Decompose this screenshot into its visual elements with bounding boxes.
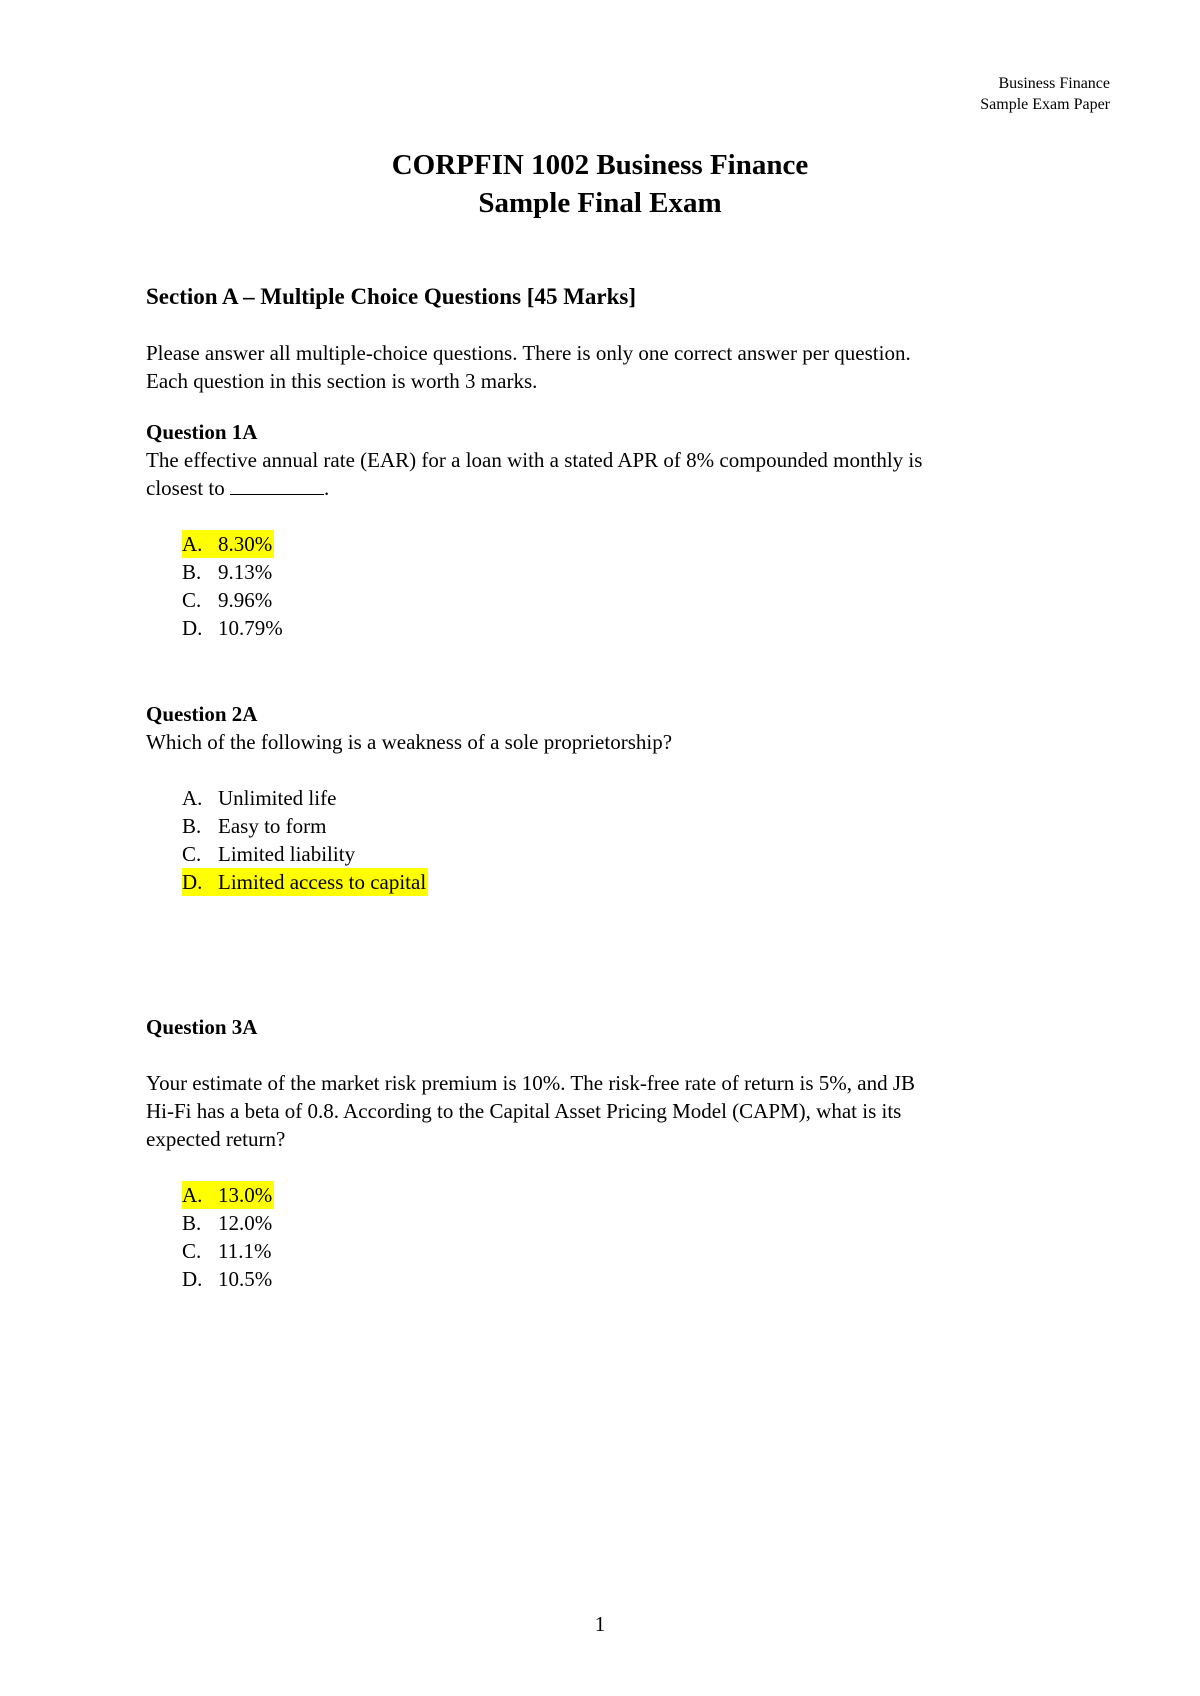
option-c[interactable] (182, 840, 1066, 868)
question-title: Question 3A (146, 1015, 258, 1039)
question-3a (146, 1013, 1066, 1293)
question-title: Question 1A (146, 420, 258, 444)
option-d-body (182, 614, 285, 642)
question-title: Question 2A (146, 702, 258, 726)
option-d[interactable] (182, 1265, 1066, 1293)
section-instructions (146, 339, 1066, 395)
title-line-2: Sample Final Exam (478, 187, 722, 219)
option-letter: B. (182, 814, 202, 838)
option-letter: C. (182, 588, 202, 612)
option-letter: B. (182, 1211, 202, 1235)
option-text: 13.0% (218, 1183, 273, 1207)
option-text: 9.13% (218, 560, 273, 584)
question-text-line-1: Your estimate of the market risk premium is 10%. The risk-free rate of return is 5%, and JB (146, 1071, 916, 1095)
question-text-prefix: closest to (146, 476, 230, 500)
answer-blank (230, 476, 324, 495)
option-b[interactable] (182, 812, 1066, 840)
option-text: 11.1% (218, 1239, 272, 1263)
option-a-body (182, 530, 274, 558)
option-text: 8.30% (218, 532, 273, 556)
section-a (146, 283, 1066, 395)
option-letter: D. (182, 870, 203, 894)
option-letter: A. (182, 786, 203, 810)
option-letter: C. (182, 842, 202, 866)
option-d-body (182, 1265, 274, 1293)
option-d-body (182, 868, 428, 896)
option-d[interactable] (182, 868, 1066, 896)
section-heading: Section A – Multiple Choice Questions [45 Marks] (146, 284, 637, 309)
option-a[interactable] (182, 530, 1066, 558)
instruction-line-1: Please answer all multiple-choice questions. There is only one correct answer per question. (146, 341, 911, 365)
title-line-1: CORPFIN 1002 Business Finance (391, 149, 809, 181)
option-text: Limited access to capital (218, 870, 427, 894)
question-text-line-1: The effective annual rate (EAR) for a loan with a stated APR of 8% compounded monthly is (146, 448, 923, 472)
answer-options (182, 1181, 1066, 1293)
option-b-body (182, 558, 274, 586)
option-c[interactable] (182, 1237, 1066, 1265)
option-c-body (182, 1237, 273, 1265)
option-a[interactable] (182, 1181, 1066, 1209)
option-text: 10.79% (218, 616, 283, 640)
question-text-suffix: . (324, 476, 330, 500)
option-letter: D. (182, 1267, 203, 1291)
question-text-line-2: Hi-Fi has a beta of 0.8. According to the Capital Asset Pricing Model (CAPM), what is its (146, 1099, 902, 1123)
document-title (0, 146, 1200, 222)
option-a[interactable] (182, 784, 1066, 812)
page-number: 1 (594, 1612, 606, 1636)
option-a-body (182, 1181, 274, 1209)
question-1a (146, 418, 1066, 642)
header-course: Business Finance (998, 75, 1110, 92)
option-text: Unlimited life (218, 786, 337, 810)
question-2a (146, 700, 1066, 896)
option-b-body (182, 812, 328, 840)
instruction-line-2: Each question in this section is worth 3 marks. (146, 369, 538, 393)
option-text: Easy to form (218, 814, 327, 838)
question-text-line-1: Which of the following is a weakness of a sole proprietorship? (146, 730, 673, 754)
header-doc-type: Sample Exam Paper (980, 96, 1110, 113)
option-b-body (182, 1209, 274, 1237)
running-header (980, 73, 1110, 115)
answer-options (182, 530, 1066, 642)
option-letter: A. (182, 532, 203, 556)
option-c[interactable] (182, 586, 1066, 614)
option-letter: B. (182, 560, 202, 584)
option-letter: D. (182, 616, 203, 640)
option-d[interactable] (182, 614, 1066, 642)
option-c-body (182, 840, 357, 868)
option-c-body (182, 586, 274, 614)
option-text: 12.0% (218, 1211, 273, 1235)
question-text-line-2 (146, 474, 1066, 502)
option-b[interactable] (182, 558, 1066, 586)
question-text-line-3: expected return? (146, 1127, 286, 1151)
option-b[interactable] (182, 1209, 1066, 1237)
option-text: 9.96% (218, 588, 273, 612)
answer-options (182, 784, 1066, 896)
option-text: 10.5% (218, 1267, 273, 1291)
option-letter: C. (182, 1239, 202, 1263)
option-a-body (182, 784, 338, 812)
option-text: Limited liability (218, 842, 356, 866)
option-letter: A. (182, 1183, 203, 1207)
